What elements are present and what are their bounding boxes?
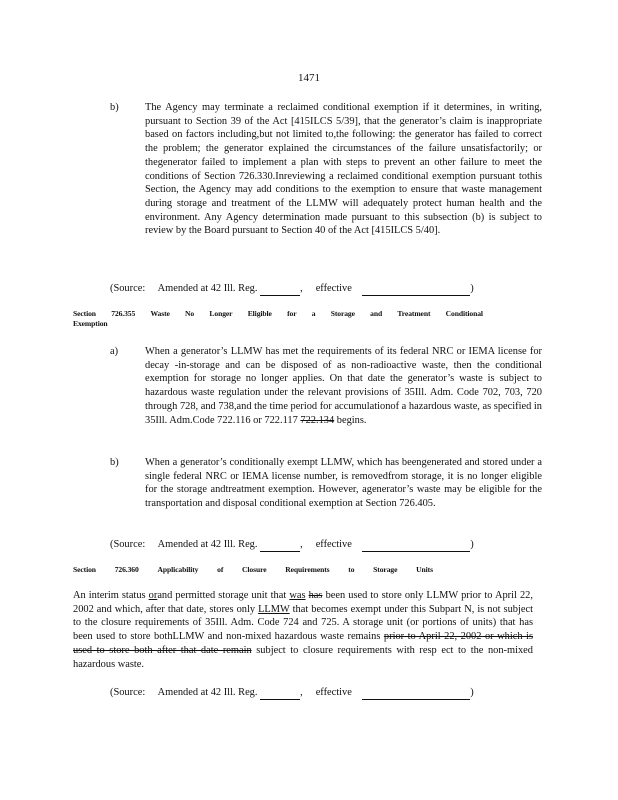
section-726-355-heading: Section 726.355 Waste No Longer Eligible for a Storage and Treatment Conditional Exemption	[73, 309, 483, 328]
inserted-text: was	[289, 590, 306, 601]
reg-blank	[260, 284, 300, 296]
page-number: 1471	[298, 72, 320, 84]
reg-blank	[260, 540, 300, 552]
subsection-text: When a generator’s conditionally exempt LLMW, which has beengenerated and stored under a single federal NRC or IEMA license number, is removedfrom storage, it is no longer eligible for the storage andtreatment exemption. However, agenerator’s waste may be eligible for the transportation and disposal conditional exemption at Section 726.405.	[145, 457, 542, 510]
subsection-label: b)	[110, 102, 119, 113]
inserted-text: LLMW	[258, 603, 290, 615]
subsection-label: a)	[110, 346, 119, 357]
struck-text: has	[308, 590, 323, 601]
closure-applicability-paragraph: An interim status orand permitted storage unit that was has been used to store only LLMW prior to April 22, 2002 and which, after that date, stores only LLMW that becomes exempt under this Subpart N, is not subject to the closure requirements of 35Ill. Adm. Code 724 and 725. A storage unit (or portions of units) that has been used to store bothLLMW and non-mixed hazardous waste remains prior to April 22, 2002 or which is used to store both after that date remain subject to closure requirements with resp ect to the non-mixed hazardous waste.	[73, 590, 533, 670]
inserted-text: or	[148, 590, 158, 601]
source-note: (Source: Amended at 42 Ill. Reg. , effective )	[110, 283, 474, 294]
subsection-text: The Agency may terminate a reclaimed conditional exemption if it determines, in writing, pursuant to Section 39 of the Act [415ILCS 5/39], that the generator’s claim is inappropriate based on factors including,but not limited to,the following: the generator has failed to correct the problem; the generator explained the circumstances of the failure unsatisfactorily; or thegenerator failed to implement a plan with steps to prevent an other failure to meet the conditions of Section 726.330.Inreviewing a reclaimed conditional exemption pursuant tothis Section, the Agency may add conditions to the exemption to ensure that waste management during storage and treatment of the LLMW will adequately protect human health and the environment. Any Agency determination made pursuant to this subsection (b) is subject to review by the Board pursuant to Section 40 of the Act [415ILCS 5/40].	[145, 102, 542, 237]
reg-blank	[260, 688, 300, 700]
struck-text: prior to April 22, 2002 or which is used to store both after that date remain	[73, 631, 533, 656]
source-note: (Source: Amended at 42 Ill. Reg. , effective )	[110, 539, 474, 550]
date-blank	[362, 688, 470, 700]
subsection-label: b)	[110, 457, 119, 468]
source-note: (Source: Amended at 42 Ill. Reg. , effective )	[110, 687, 474, 698]
struck-text: 722.134	[300, 414, 335, 426]
subsection-text: When a generator’s LLMW has met the requirements of its federal NRC or IEMA license for decay -in-storage and can be disposed of as non-radioactive waste, then the conditional exemption for storage no longer applies. On that date the generator’s waste is subject to hazardous waste regulation under the relevant provisions of 35Ill. Adm. Code 702, 703, 720 through 728, and 738,and the time period for accumulationof a hazardous waste, as specified in 35Ill. Adm.Code 722.116 or 722.117 722.134 begins.	[145, 346, 542, 426]
date-blank	[362, 284, 470, 296]
date-blank	[362, 540, 470, 552]
section-726-360-heading: Section 726.360 Applicability of Closure Requirements to Storage Units	[73, 565, 433, 574]
